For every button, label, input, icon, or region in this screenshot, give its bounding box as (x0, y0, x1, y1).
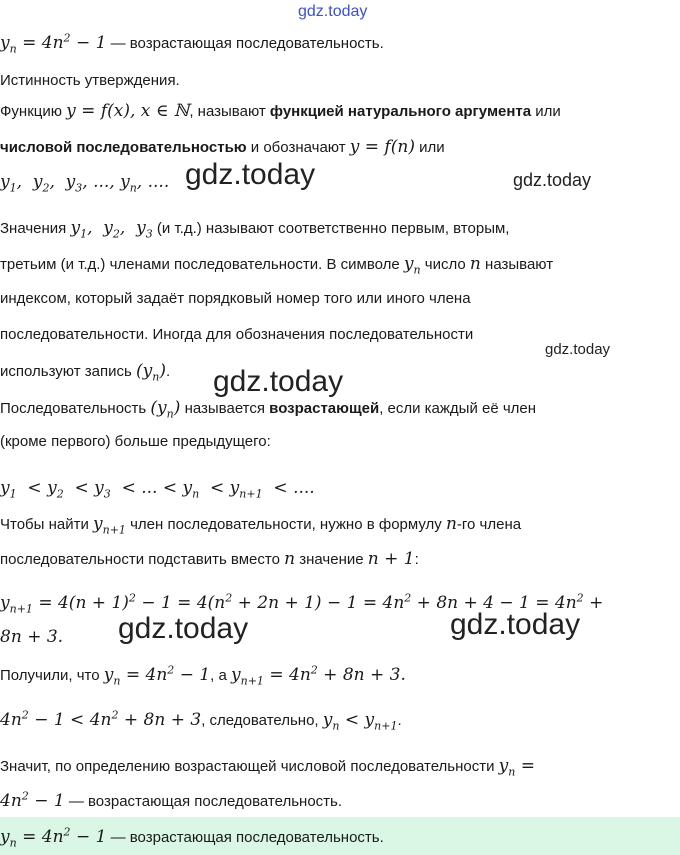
formula: n (445, 514, 457, 534)
formula: $y_{n+1}$ (93, 514, 126, 537)
formula-line (0, 591, 604, 616)
paragraph-line: (кроме первого) больше предыдущего: (0, 433, 271, 450)
definition-line: числовой последовательностью и обозначают y = f(n) или (0, 137, 445, 157)
formula: $4n^2 - 1 < 4n^2 + 8n + 3$ (0, 708, 202, 730)
conclusion-line: $y_n = 4n^2 - 1$ — возрастающая последовательность. (0, 825, 384, 850)
watermark: gdz.today (513, 170, 592, 190)
formula: 8n + 3. (0, 627, 64, 647)
statement-line (0, 31, 384, 56)
paragraph-line: $4n^2 - 1$ — возрастающая последовательность. (0, 789, 343, 811)
paragraph-line: третьим (и т.д.) членами последовательности. В символе $y_n$ число n называют (0, 254, 554, 277)
paragraph-line: Получили, что $y_n = 4n^2 - 1$, а $y_{n+1} = 4n^2 + 8n + 3$. (0, 663, 406, 688)
formula: y = f(x), x ∈ ℕ (66, 101, 190, 121)
paragraph-line: индексом, который задаёт порядковый номер того или иного члена (0, 290, 471, 307)
formula: $y_{n+1} = 4(n + 1)^2 - 1 = 4(n^2 + 2n + 1) - 1 = 4n^2 + 8n + 4 - 1 = 4n^2$ + (0, 591, 604, 616)
formula-line (0, 478, 315, 501)
formula: n (469, 254, 481, 274)
watermark: gdz.today (545, 341, 611, 358)
formula: n (284, 549, 296, 569)
text: — возрастающая последовательность. (110, 35, 384, 52)
paragraph-line: $4n^2 - 1 < 4n^2 + 8n + 3$, следовательно, $y_n < y_{n+1}$. (0, 708, 402, 733)
formula: $y_1 < y_2 < y_3$ < ... < $y_n < y_{n+1}$ < .... (0, 478, 315, 501)
formula: $(y_n)$ (150, 398, 181, 421)
watermark: gdz.today (185, 158, 316, 191)
paragraph-line: последовательности. Иногда для обозначения последовательности (0, 326, 474, 343)
formula: $y_{n+1} = 4n^2 + 8n + 3$. (231, 663, 406, 688)
watermark: gdz.today (118, 612, 249, 645)
formula: $y_n = 4n^2 - 1$ (0, 31, 107, 56)
formula: $y_n$ (403, 254, 421, 277)
formula: $y_n = 4n^2 - 1$ (0, 825, 107, 850)
paragraph-line: Чтобы найти $y_{n+1}$ член последовательности, нужно в формулу n-го члена (0, 514, 522, 537)
paragraph-line: последовательности подставить вместо n значение n + 1: (0, 549, 419, 569)
formula-line (0, 627, 63, 647)
definition-line: Функцию y = f(x), x ∈ ℕ, называют функцией натурального аргумента или (0, 101, 561, 121)
formula: $y_n = 4n^2 - 1$ (103, 663, 211, 688)
paragraph-line: Последовательность $(y_n)$ называется возрастающей, если каждый её член (0, 398, 537, 421)
watermark: gdz.today (450, 608, 581, 641)
paragraph-line: Значения $y_1$, $y_2$, $y_3$ (и т.д.) называют соответственно первым, вторым, (0, 218, 510, 241)
formula-line (0, 172, 170, 195)
watermark: gdz.today (213, 365, 344, 398)
section-heading: Истинность утверждения. (0, 72, 180, 89)
formula: y = f(n) (349, 137, 415, 157)
paragraph-line: Значит, по определению возрастающей числовой последовательности $y_n$ = (0, 756, 536, 779)
formula: $y_1$, $y_2$, $y_3$, ..., $y_n$, .... (0, 172, 170, 195)
formula: $y_1$, $y_2$, $y_3$ (70, 218, 153, 241)
formula: $y_n < y_{n+1}$ (322, 710, 398, 733)
paragraph-line: используют запись $(y_n)$. (0, 361, 171, 384)
formula: n + 1 (367, 549, 415, 569)
formula: $(y_n)$ (135, 361, 166, 384)
formula: $4n^2 - 1$ (0, 789, 65, 811)
watermark-top: gdz.today (298, 3, 368, 20)
formula: $y_n$ = (498, 756, 536, 779)
